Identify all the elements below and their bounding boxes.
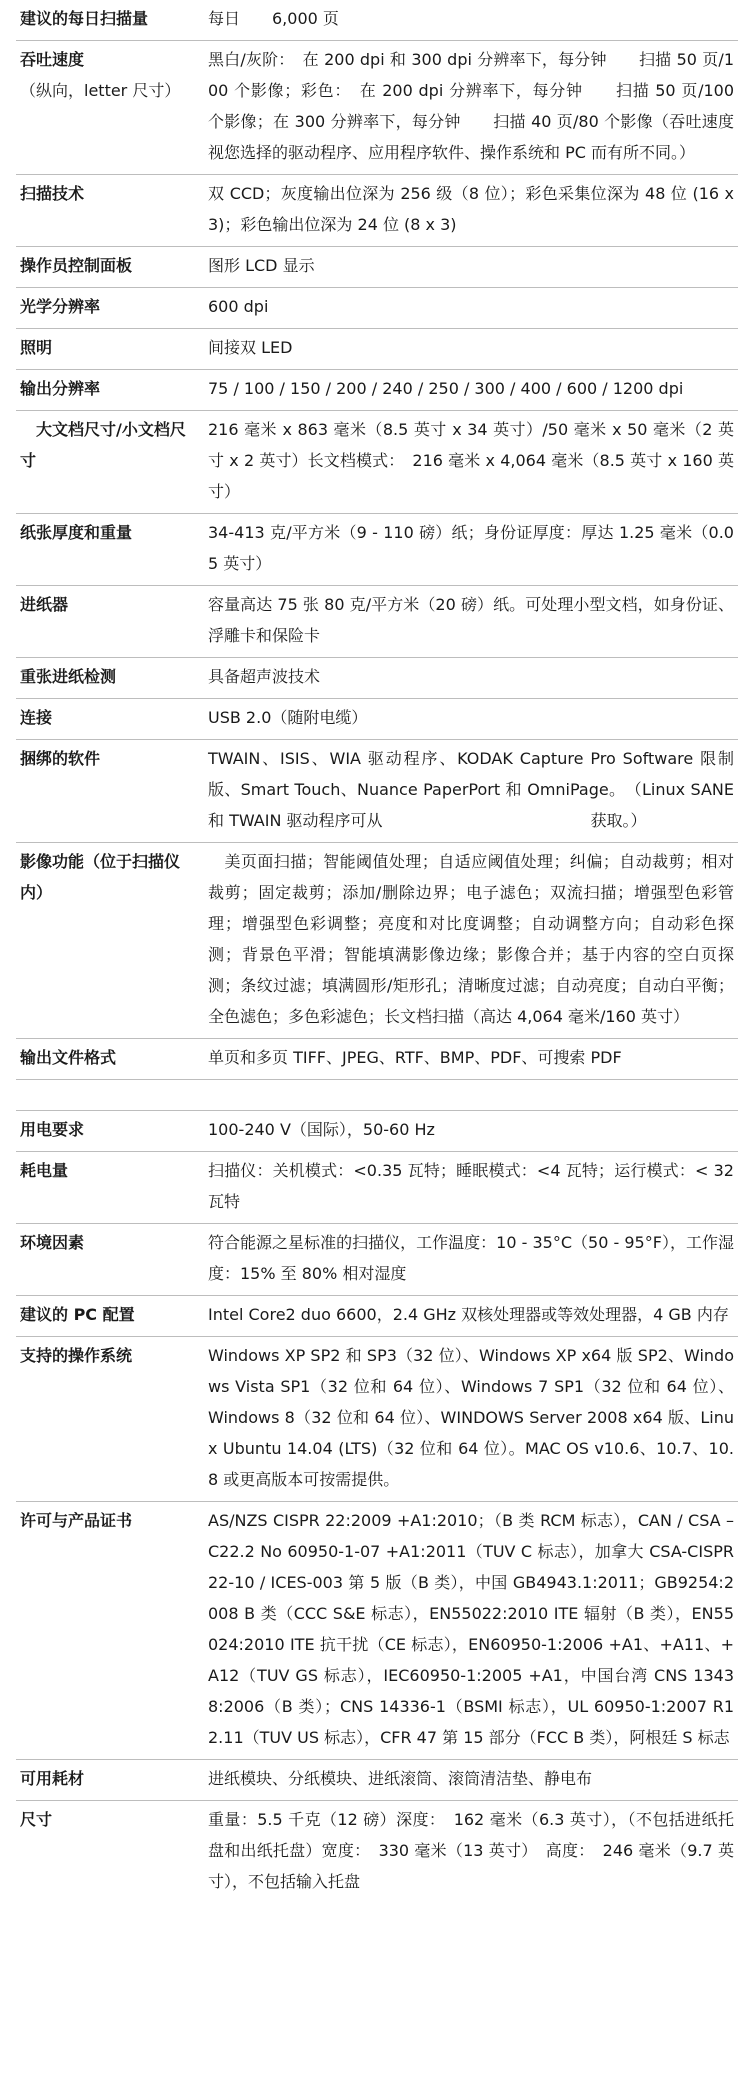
spec-label-text: 进纸器: [20, 595, 69, 614]
spec-label: [16, 247, 194, 287]
spec-label-text: 尺寸: [20, 1810, 53, 1829]
spec-value: 符合能源之星标准的扫描仪，工作温度：10 - 35°C（50 - 95°F），工作湿度：15% 至 80% 相对湿度: [208, 1233, 734, 1283]
spec-label: [16, 658, 194, 698]
spec-value: USB 2.0（随附电缆）: [208, 708, 368, 727]
spec-label-text: 照明: [20, 338, 53, 357]
spec-label: [16, 699, 194, 739]
spec-label: [16, 1760, 194, 1800]
spec-label: [16, 411, 194, 513]
spec-value: 100-240 V（国际），50-60 Hz: [208, 1120, 435, 1139]
spec-label: [16, 1296, 194, 1336]
spec-row: [16, 175, 738, 247]
spec-value: 进纸模块、分纸模块、进纸滚筒、滚筒清洁垫、静电布: [208, 1769, 593, 1788]
spec-label-text: 捆绑的软件: [20, 749, 101, 768]
spec-label-text: 许可与产品证书: [20, 1511, 133, 1530]
spec-row: [16, 1152, 738, 1224]
spec-label-text: 建议的 PC 配置: [20, 1305, 135, 1324]
spec-row: [16, 247, 738, 288]
spec-value: 600 dpi: [208, 297, 269, 316]
spec-label-text: 耗电量: [20, 1161, 69, 1180]
spec-row: [16, 288, 738, 329]
spec-value: TWAIN、ISIS、WIA 驱动程序、KODAK Capture Pro Software 限制版、Smart Touch、Nuance PaperPort 和 OmniPage。 （Linux SANE 和 TWAIN 驱动程序可从 获取。）: [208, 749, 734, 830]
spec-value: AS/NZS CISPR 22:2009 +A1:2010；（B 类 RCM 标志），CAN / CSA – C22.2 No 60950-1-07 +A1:2011（TUV C 标志），加拿大 CSA-CISPR 22-10 / ICES-003 第 5 版（B 类），中国 GB4943.1:2011；GB9254:2008 B 类（CCC S&E 标志），EN55022:2010 ITE 辐射（B 类），EN55024:2010 ITE 抗干扰（CE 标志），EN60950-1:2006 +A1、+A11、+A12（TUV GS 标志），IEC60950-1:2005 +A1，中国台湾 CNS 13438:2006（B 类）；CNS 14336-1（BSMI 标志），UL 60950-1:2007 R12.11（TUV US 标志），CFR 47 第 15 部分（FCC B 类），阿根廷 S 标志: [208, 1511, 734, 1747]
spec-row: [16, 740, 738, 843]
spec-label-text: 影像功能（位于扫描仪内）: [20, 852, 181, 902]
spec-label-text: 输出文件格式: [20, 1048, 117, 1067]
spec-label-text: 建议的每日扫描量: [20, 9, 149, 28]
spec-row: [16, 1039, 738, 1080]
spec-label: [16, 1224, 194, 1295]
spec-label: [16, 370, 194, 410]
spec-label: [16, 740, 194, 842]
spec-value: 图形 LCD 显示: [208, 256, 315, 275]
spec-label: [16, 843, 194, 1038]
spec-row: [16, 1111, 738, 1152]
spec-row: [16, 1337, 738, 1502]
spec-row: [16, 1224, 738, 1296]
spec-row: [16, 0, 738, 41]
spec-value: 每日 6,000 页: [208, 9, 339, 28]
spec-label: [16, 1502, 194, 1759]
spec-value: 216 毫米 x 863 毫米（8.5 英寸 x 34 英寸）/50 毫米 x 50 毫米（2 英寸 x 2 英寸）长文档模式： 216 毫米 x 4,064 毫米（8.5 英寸 x 160 英寸）: [208, 420, 734, 501]
spec-row: [16, 411, 738, 514]
spec-sublabel: （纵向，letter 尺寸）: [20, 81, 181, 100]
spec-value: 扫描仪：关机模式：<0.35 瓦特；睡眠模式：<4 瓦特；运行模式：< 32 瓦特: [208, 1161, 734, 1211]
spacer-row: [16, 1080, 738, 1111]
spec-row: [16, 514, 738, 586]
spec-row: [16, 370, 738, 411]
spec-label-text: 用电要求: [20, 1120, 85, 1139]
spec-label-text: 光学分辨率: [20, 297, 101, 316]
spec-row: [16, 329, 738, 370]
spec-value: Windows XP SP2 和 SP3（32 位）、Windows XP x64 版 SP2、Windows Vista SP1（32 位和 64 位）、Windows 7 SP1（32 位和 64 位）、Windows 8（32 位和 64 位）、WINDOWS Server 2008 x64 版、Linux Ubuntu 14.04 (LTS)（32 位和 64 位）。MAC OS v10.6、10.7、10.8 或更高版本可按需提供。: [208, 1346, 734, 1489]
spec-label: [16, 0, 194, 40]
spec-row: [16, 1296, 738, 1337]
spec-row: [16, 699, 738, 740]
spec-row: [16, 658, 738, 699]
spec-value: 34-413 克/平方米（9 - 110 磅）纸；身份证厚度：厚达 1.25 毫米（0.05 英寸）: [208, 523, 734, 573]
spec-value: 双 CCD；灰度输出位深为 256 级（8 位）；彩色采集位深为 48 位 (16 x 3)；彩色输出位深为 24 位 (8 x 3): [208, 184, 734, 234]
spec-label-text: 纸张厚度和重量: [20, 523, 133, 542]
spec-label-text: 大文档尺寸/小文档尺寸: [20, 420, 186, 470]
spec-value: 容量高达 75 张 80 克/平方米（20 磅）纸。可处理小型文档，如身份证、浮雕卡和保险卡: [208, 595, 734, 645]
spec-value: 单页和多页 TIFF、JPEG、RTF、BMP、PDF、可搜索 PDF: [208, 1048, 622, 1067]
spec-label-text: 支持的操作系统: [20, 1346, 133, 1365]
spec-label-text: 可用耗材: [20, 1769, 85, 1788]
spec-row: [16, 1502, 738, 1760]
spec-label-text: 操作员控制面板: [20, 256, 133, 275]
spec-label: [16, 288, 194, 328]
spec-label: [16, 1337, 194, 1501]
spec-label: [16, 1039, 194, 1079]
spec-label: [16, 514, 194, 585]
spec-value: 重量：5.5 千克（12 磅）深度： 162 毫米（6.3 英寸），（不包括进纸托盘和出纸托盘）宽度： 330 毫米（13 英寸） 高度： 246 毫米（9.7 英寸），不包括输入托盘: [208, 1810, 734, 1891]
spec-label-text: 重张进纸检测: [20, 667, 117, 686]
spec-row: [16, 1801, 738, 1903]
spec-label: [16, 329, 194, 369]
spec-value: 具备超声波技术: [208, 667, 321, 686]
spec-value: 美页面扫描；智能阈值处理；自适应阈值处理；纠偏；自动裁剪；相对裁剪；固定裁剪；添加/删除边界；电子滤色；双流扫描；增强型色彩管理；增强型色彩调整；亮度和对比度调整；自动调整方向；自动彩色探测；背景色平滑；智能填满影像边缘；影像合并；基于内容的空白页探测；条纹过滤；填满圆形/矩形孔；清晰度过滤；自动亮度；自动白平衡；全色滤色；多色彩滤色；长文档扫描（高达 4,064 毫米/160 英寸）: [208, 852, 734, 1026]
spec-row: [16, 41, 738, 175]
spec-label-text: 输出分辨率: [20, 379, 101, 398]
spec-row: [16, 843, 738, 1039]
spec-label: [16, 175, 194, 246]
spec-label: [16, 1111, 194, 1151]
spec-row: [16, 1760, 738, 1801]
spec-label-text: 吞吐速度: [20, 50, 85, 69]
spec-value: 间接双 LED: [208, 338, 293, 357]
spec-label-text: 环境因素: [20, 1233, 85, 1252]
spec-value: 75 / 100 / 150 / 200 / 240 / 250 / 300 / 400 / 600 / 1200 dpi: [208, 379, 684, 398]
spec-label-text: 连接: [20, 708, 53, 727]
spec-row: [16, 586, 738, 658]
spec-label: [16, 1152, 194, 1223]
spec-value: 黑白/灰阶： 在 200 dpi 和 300 dpi 分辨率下，每分钟 扫描 50 页/100 个影像；彩色： 在 200 dpi 分辨率下，每分钟 扫描 50 页/100 个影像；在 300 分辨率下，每分钟 扫描 40 页/80 个影像（吞吐速度视您选择的驱动程序、应用程序软件、操作系统和 PC 而有所不同。）: [208, 50, 734, 162]
spec-table: [16, 0, 738, 1903]
spec-label-text: 扫描技术: [20, 184, 85, 203]
spec-label: [16, 41, 194, 174]
spec-label: [16, 586, 194, 657]
spec-label: [16, 1801, 194, 1903]
spec-value: Intel Core2 duo 6600，2.4 GHz 双核处理器或等效处理器，4 GB 内存: [208, 1305, 729, 1324]
